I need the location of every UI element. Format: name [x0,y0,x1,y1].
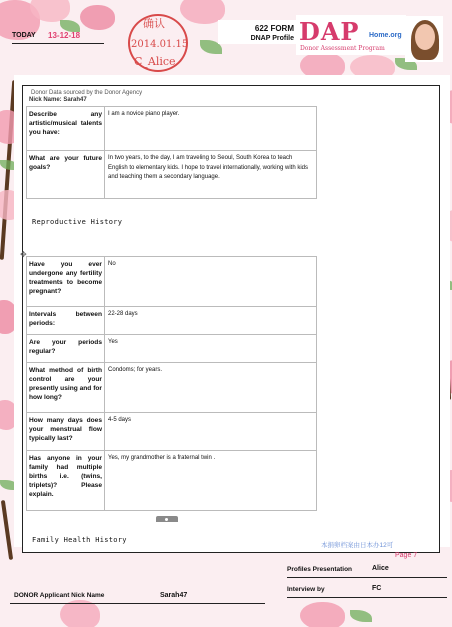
logo-domain: Home.org [369,32,402,39]
question-cell: Have you ever undergone any fertility treatments to become pregnant? [27,257,105,307]
talents-goals-table [26,106,317,199]
answer-cell: I am a novice piano player. [105,107,317,151]
form-id-box [218,20,298,44]
donor-underline [10,603,265,604]
reproductive-history-table [26,256,317,511]
donor-photo [405,16,443,62]
table-row [27,413,317,451]
nick-name-line [29,97,87,103]
logo-wordmark: DAP [299,17,360,46]
today-label: TODAY [12,32,36,39]
stamp-top-text: 确认 [143,17,165,30]
page-number: Page 7 [395,552,418,559]
interview-by-value: FC [372,585,382,592]
today-underline [12,43,104,44]
watermark-text: 本捐卵档案由日本办12可 [321,542,394,549]
stamp-name: C_Alice [134,55,176,68]
question-cell: Has anyone in your family had multiple births i.e. (twins, triplets)? Please explain. [27,451,105,511]
page-footer [0,559,452,627]
answer-cell: No [105,257,317,307]
question-cell: Describe any artistic/musical talents you have: [27,107,105,151]
table-row [27,107,317,151]
profiles-underline [287,577,447,578]
table-row [27,151,317,199]
answer-cell: In two years, to the day, I am traveling to Seoul, South Korea to teach English to elementary kids. I hope to travel internationally, working with kids and teaching them a secondary language. [105,151,317,199]
stamp-date: 2014.01.15 [131,39,189,50]
answer-cell: Condoms; for years. [105,363,317,413]
table-move-handle-icon[interactable]: ✥ [20,250,27,259]
question-cell: Are your periods regular? [27,335,105,363]
nick-name-label: Nick Name: [29,97,62,103]
reproductive-history-heading: Reproductive History [32,218,123,226]
profiles-presentation-label: Profiles Presentation [287,566,353,573]
profiles-presentation-value: Alice [372,565,389,572]
interview-by-label: Interview by [287,586,325,593]
form-subtitle: DNAP Profile [250,35,294,42]
answer-cell: 22-28 days [105,307,317,335]
question-cell: What method of birth control are your presently using and for how long? [27,363,105,413]
today-date: 13-12-18 [48,31,81,40]
table-row [27,363,317,413]
logo-tagline: Donor Assessment Program [300,45,385,52]
table-row [27,335,317,363]
table-row [27,307,317,335]
answer-cell: Yes, my grandmother is a fraternal twin . [105,451,317,511]
question-cell: What are your future goals? [27,151,105,199]
sourced-note: Donor Data sourced by the Donor Agency [31,90,143,96]
donor-nick-name-label: DONOR Applicant Nick Name [14,592,105,599]
form-title: 622 FORM [254,24,294,33]
question-cell: Intervals between periods: [27,307,105,335]
table-row [27,451,317,511]
family-health-history-heading: Family Health History [32,536,127,544]
answer-cell: Yes [105,335,317,363]
page-break-handle[interactable] [156,516,178,522]
answer-cell: 4-5 days [105,413,317,451]
interview-underline [287,597,447,598]
page-header [0,0,452,70]
nick-name-value: Sarah47 [63,97,87,103]
question-cell: How many days does your menstrual flow typically last? [27,413,105,451]
table-row [27,257,317,307]
donor-nick-name-value: Sarah47 [160,592,188,599]
dap-logo [296,15,406,55]
